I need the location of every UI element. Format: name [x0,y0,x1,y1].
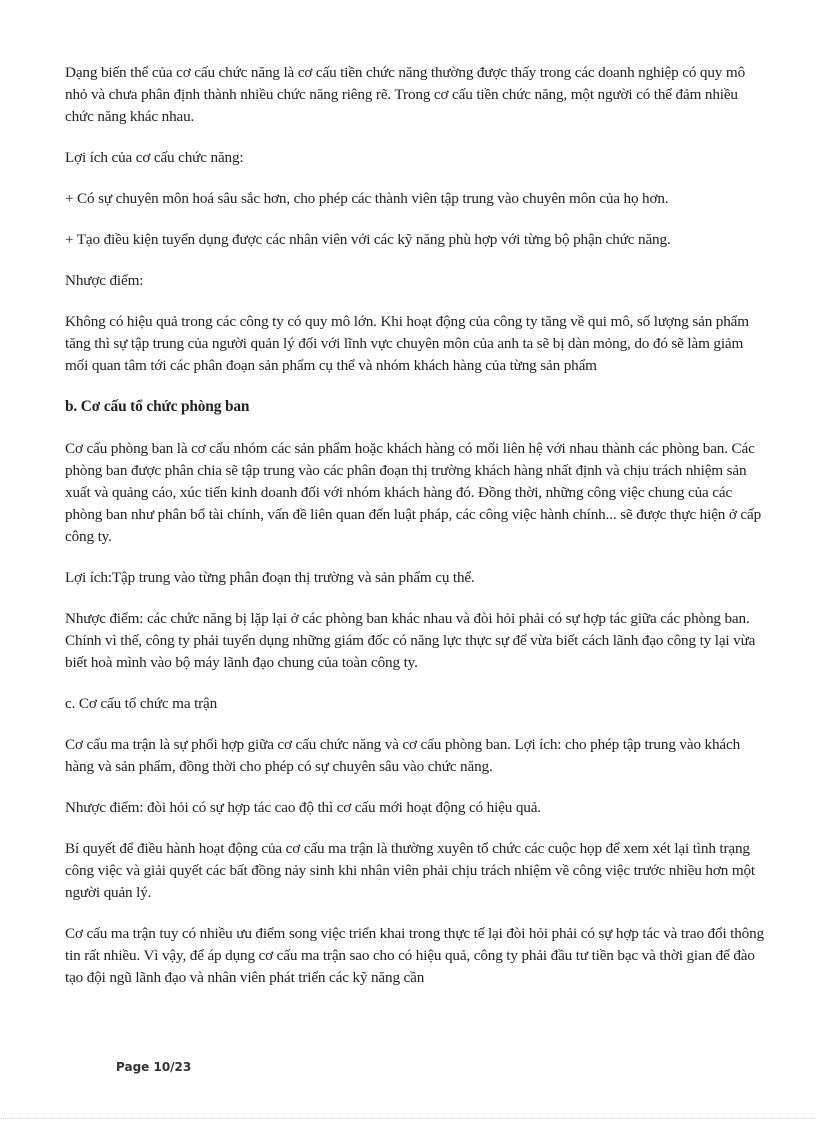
paragraph-matrix-drawback: Nhược điểm: đòi hỏi có sự hợp tác cao độ thì cơ cấu mới hoạt động có hiệu quả. [65,799,541,816]
paragraph-benefit-specialization: + Có sự chuyên môn hoá sâu sắc hơn, cho phép các thành viên tập trung vào chuyên môn của họ hơn. [65,190,669,207]
paragraph-divisional-definition: Cơ cấu phòng ban là cơ cấu nhóm các sản phẩm hoặc khách hàng có mối liên hệ với nhau thành các phòng ban. Các phòng ban được phân chia sẽ tập trung vào các phân đoạn thị trường khách hàng nhất định và chịu trách nhiệm sản xuất và quảng cáo, xúc tiến kinh doanh đối với nhóm khách hàng đó. Đồng thời, những công việc chung của các phòng ban như phân bổ tài chính, vấn đề liên quan đến luật pháp, các công việc hành chính... sẽ được thực hiện ở cấp công ty. [65,440,762,545]
paragraph-matrix-key: Bí quyết để điều hành hoạt động của cơ cấu ma trận là thường xuyên tổ chức các cuộc họp để xem xét lại tình trạng công việc và giải quyết các bất đồng nảy sinh khi nhân viên phải chịu trách nhiệm về công việc trước nhiều hơn một người quản lý. [65,840,756,901]
paragraph-functional-benefits-title: Lợi ích của cơ cấu chức năng: [65,149,244,166]
paragraph-pre-functional-structure: Dạng biến thể của cơ cấu chức năng là cơ cấu tiền chức năng thường được thấy trong các doanh nghiệp có quy mô nhỏ và chưa phân định thành nhiều chức năng riêng rẽ. Trong cơ cấu tiền chức năng, một người có thể đảm nhiều chức năng khác nhau. [65,64,746,125]
heading-matrix-structure: c. Cơ cấu tổ chức ma trận [65,695,218,712]
page-bottom-divider [0,1118,816,1119]
page-number: Page 10/23 [116,1060,192,1074]
paragraph-matrix-implementation: Cơ cấu ma trận tuy có nhiều ưu điểm song việc triển khai trong thực tế lại đòi hỏi phải có sự hợp tác và trao đổi thông tin rất nhiều. Vì vậy, để áp dụng cơ cấu ma trận sao cho có hiệu quả, công ty phải đầu tư tiền bạc và thời gian để đào tạo đội ngũ lãnh đạo và nhân viên phát triển các kỹ năng cần [65,925,765,986]
heading-divisional-structure: b. Cơ cấu tổ chức phòng ban [65,398,250,415]
page-content [65,62,765,1008]
paragraph-matrix-definition: Cơ cấu ma trận là sự phối hợp giữa cơ cấu chức năng và cơ cấu phòng ban. Lợi ích: cho phép tập trung vào khách hàng và sản phẩm, đồng thời cho phép có sự chuyên sâu vào chức năng. [65,736,741,775]
paragraph-divisional-benefit: Lợi ích:Tập trung vào từng phân đoạn thị trường và sản phẩm cụ thể. [65,569,475,586]
paragraph-divisional-drawback: Nhược điểm: các chức năng bị lặp lại ở các phòng ban khác nhau và đòi hỏi phải có sự hợp tác giữa các phòng ban. Chính vì thế, công ty phải tuyển dụng những giám đốc có năng lực thực sự để vừa biết cách lãnh đạo công ty lại vừa biết hoà mình vào bộ máy lãnh đạo chung của toàn công ty. [65,610,756,671]
paragraph-benefit-recruitment: + Tạo điều kiện tuyển dụng được các nhân viên với các kỹ năng phù hợp với từng bộ phận chức năng. [65,231,671,248]
paragraph-drawbacks-title: Nhược điểm: [65,272,144,289]
paragraph-drawbacks-functional: Không có hiệu quả trong các công ty có quy mô lớn. Khi hoạt động của công ty tăng về qui mô, số lượng sản phẩm tăng thì sự tập trung của người quản lý đối với lĩnh vực chuyên môn của anh ta sẽ bị dàn mỏng, do đó sẽ làm giảm mối quan tâm tới các phân đoạn sản phẩm cụ thể và nhóm khách hàng của từng sản phẩm [65,313,749,374]
